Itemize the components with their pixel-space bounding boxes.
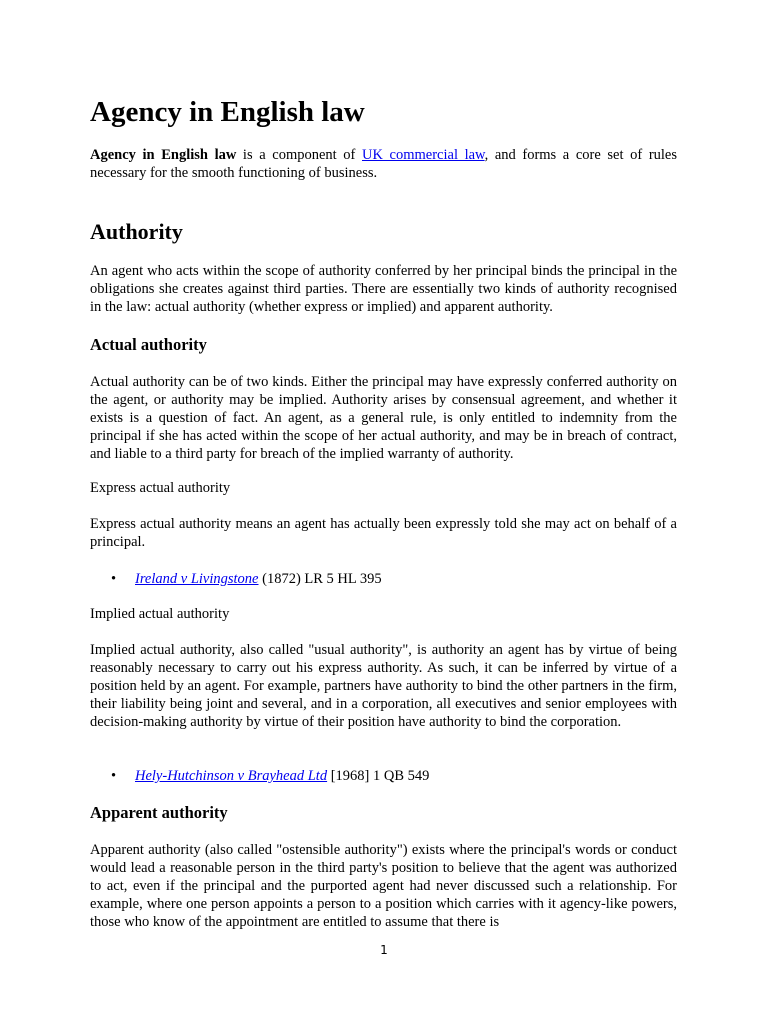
apparent-authority-heading: Apparent authority: [90, 803, 228, 822]
case-citation: (1872) LR 5 HL 395: [258, 571, 382, 587]
apparent-authority-paragraph: Apparent authority (also called "ostensible authority") exists where the principal's words or conduct would lead a reasonable person in the third party's position to believe that the agent was authorized to act, even if the principal and the purported agent had never discussed such a relationship. For example, where one person appoints a person to a position which carries with it agency-like powers, those who know of the appointment are entitled to assume that there is: [90, 842, 677, 930]
authority-heading: Authority: [90, 219, 183, 244]
actual-authority-paragraph: Actual authority can be of two kinds. Either the principal may have expressly conferred authority on the agent, or authority may be implied. Authority arises by consensual agreement, and whether it exists is a question of fact. An agent, as a general rule, is only entitled to indemnity from the principal if she has acted within the scope of her actual authority, and may be in breach of contract, and liable to a third party for breach of the implied warranty of authority.: [90, 374, 677, 462]
case-citation: [1968] 1 QB 549: [327, 768, 430, 784]
bullet-icon: •: [111, 571, 117, 587]
express-authority-paragraph: Express actual authority means an agent has actually been expressly told she may act on behalf of a principal.: [90, 516, 677, 550]
intro-paragraph: [90, 147, 677, 183]
bullet-icon: •: [111, 768, 117, 784]
authority-paragraph: An agent who acts within the scope of authority conferred by her principal binds the principal in the obligations she creates against third parties. There are essentially two kinds of authority recognised in the law: actual authority (whether express or implied) and apparent authority.: [90, 263, 677, 315]
express-authority-label: Express actual authority: [90, 480, 231, 496]
page-number: 1: [380, 943, 388, 957]
intro-text-before-link: is a component of: [236, 147, 362, 163]
intro-bold-term: Agency in English law: [90, 147, 237, 163]
page-title: Agency in English law: [90, 96, 365, 128]
uk-commercial-law-link[interactable]: UK commercial law: [362, 147, 485, 163]
intro-text-after-link: , and forms a core set of rules necessary for the smooth functioning of business.: [90, 147, 678, 181]
implied-authority-paragraph: Implied actual authority, also called "usual authority", is authority an agent has by virtue of being reasonably necessary to carry out his express authority. As such, it can be inferred by virtue of a position held by an agent. For example, partners have authority to bind the other partners in the firm, their liability being joint and several, and in a corporation, all executives and senior employees with decision-making authority by virtue of their position have authority to bind the corporation.: [90, 642, 677, 730]
hely-hutchinson-v-brayhead-link[interactable]: Hely-Hutchinson v Brayhead Ltd: [135, 768, 328, 784]
implied-authority-label: Implied actual authority: [90, 606, 230, 622]
actual-authority-heading: Actual authority: [90, 335, 207, 354]
ireland-v-livingstone-link[interactable]: Ireland v Livingstone: [135, 571, 259, 587]
